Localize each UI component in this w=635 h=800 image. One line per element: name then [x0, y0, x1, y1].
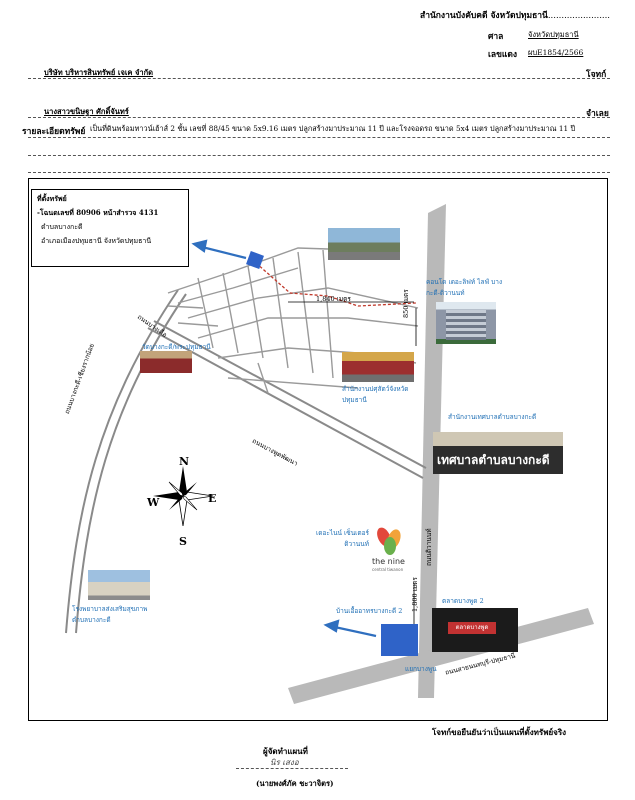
label-agri: สำนักงานปศุสัตว์จังหวัด ปทุมธานี — [342, 385, 409, 404]
road-right-label: ถนนติวานนท์ — [425, 528, 433, 566]
road-middle-label: ถนนบางพูดพัฒนา — [250, 436, 300, 468]
location-district: อำเภอเมืองปทุมธานี จังหวัดปทุมธานี — [41, 237, 152, 245]
plaintiff-role: โจทก์ — [586, 70, 607, 80]
temple-photo — [140, 351, 192, 373]
signature: นิร เสงอ — [270, 758, 299, 767]
label-temple: วัดบางกะดี/พระปทุมธานี — [142, 343, 211, 351]
plaintiff-name: บริษัท บริหารสินทรัพย์ เจเค จำกัด — [44, 68, 154, 77]
office-title: สำนักงานบังคับคดี จังหวัดปทุมธานี....................... — [420, 11, 611, 21]
divider — [28, 137, 610, 138]
compass-s: S — [179, 535, 187, 548]
case-value: ผบE1854/2566 — [528, 48, 584, 57]
distance-1: 1,840 เมตร — [316, 295, 351, 303]
detail-text: เป็นที่ดินพร้อมทาวน์เฮ้าส์ 2 ชั้น เลขที่ 88/45 ขนาด 5x9.16 เมตร ปลูกสร้างมาประมาณ 11 ปี และโรงจอดรถ ขนาด 5x4 เมตร ปลูกสร้างมาประมาณ 11 ปี — [90, 124, 576, 133]
maker-label: ผู้จัดทำแผนที่ — [263, 746, 308, 756]
market-photo — [432, 608, 518, 652]
distance-2: 850 เมตร — [402, 289, 410, 318]
municipality-sign-text: เทศบาลตำบลบางกะดี — [437, 453, 550, 467]
distance-3: 1,800 เมตร — [411, 577, 419, 612]
label-market: ตลาดบางพูด 2 — [442, 597, 484, 605]
defendant-name: นางสาวขนิษฐา ศักดิ์จันทร์ — [44, 107, 129, 116]
agri-office-photo — [342, 352, 414, 382]
street-photo — [328, 228, 400, 260]
divider — [28, 172, 610, 173]
case-label: เลขแดง — [488, 50, 518, 60]
label-school: โรงพยาบาลส่งเสริมสุขภาพ ตำบลบางกะดี — [72, 605, 148, 624]
road-left-label: ถนนบางกะดี-เชียงรากน้อย — [62, 342, 96, 416]
label-municipality: สำนักงานเทศบาลตำบลบางกะดี — [448, 413, 537, 421]
label-the-nine: เดอะไนน์ เซ็นเตอร์ ติวานนท์ — [316, 529, 369, 548]
location-subdistrict: ตำบลบางกะดี — [41, 223, 83, 231]
divider — [28, 155, 610, 156]
market-sign: ตลาดบางพูด — [448, 622, 496, 634]
municipality-sign-photo — [433, 432, 563, 474]
road-top-label: ถนนบางเดื่อ — [135, 312, 169, 339]
junction-label: แยกบางพูน — [405, 665, 437, 673]
certify-text: โจทก์ขอยืนยันว่าเป็นแผนที่ตั้งทรัพย์จริง — [432, 727, 567, 737]
location-title: ที่ตั้งทรัพย์ — [37, 194, 67, 203]
label-rest-stop: บ้านเอื้ออาทรบางกะดี 2 — [336, 607, 403, 615]
location-deed: -โฉนดเลขที่ 80906 หน้าสำรวจ 4131 — [37, 208, 159, 217]
location-box — [31, 189, 189, 267]
label-condo: คอนโด เดอะลิฟท์ ไลฟ์ บาง กะดี-ติวานนท์ — [426, 278, 503, 297]
compass-icon — [153, 466, 213, 526]
compass-w: W — [147, 496, 160, 509]
road-bottom-label: ถนนสายนนทบุรี-ปทุมธานี — [444, 651, 517, 677]
court-label: ศาล — [488, 32, 504, 42]
reference-marker — [381, 624, 418, 656]
condo-photo — [436, 302, 496, 344]
defendant-role: จำเลย — [586, 109, 609, 119]
compass-e: E — [208, 492, 217, 505]
detail-label: รายละเอียดทรัพย์ — [22, 127, 86, 137]
court-value: จังหวัดปทุมธานี — [528, 30, 579, 39]
the-nine-logo: the nine central tiwanon — [372, 527, 408, 573]
compass-n: N — [179, 455, 190, 468]
school-photo — [88, 570, 150, 600]
maker-name: (นายพงศ์ภัค ชะวาจิตร) — [256, 779, 334, 788]
